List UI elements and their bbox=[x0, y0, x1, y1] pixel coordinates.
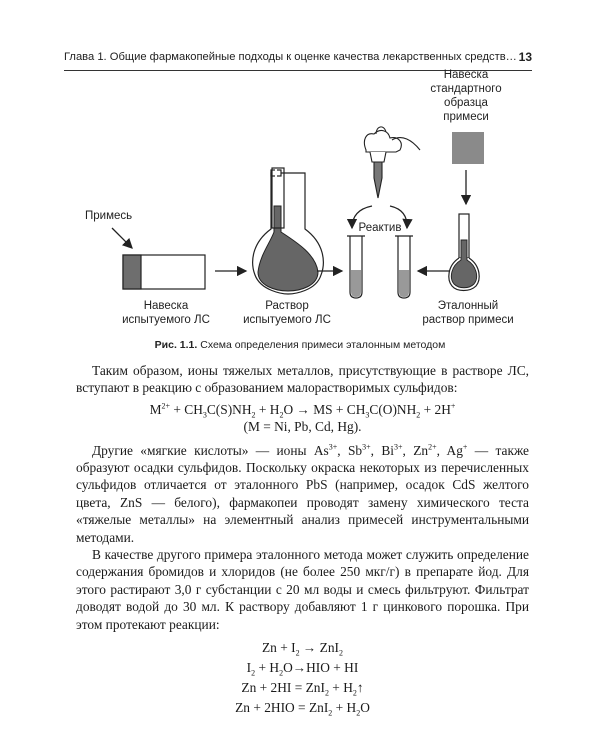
paragraph-3: В качестве другого примера эталонного метода может служить определение содержания бромидов и хлоридов (не более 250 мкг/г) в препарате йод. Для этого растирают 3,0 г субстанции с 20 мл воды и смесь фильтруют. Фильтрат доводят водой до 30 мл. К раствору добавляют 1 г цинкового порошка. При этом протекают реакции: bbox=[76, 547, 529, 632]
label-sample: Навеска испытуемого ЛС bbox=[122, 300, 210, 326]
sample-box bbox=[123, 255, 205, 289]
body-text bbox=[76, 362, 529, 718]
equation-zn-hi: $Zn + 2HI = ZnI_2 + H_2↑$ bbox=[241, 680, 364, 698]
equation-i2-h2o: $I_2 + H_2O\to HIO$ + HI bbox=[246, 660, 359, 678]
label-reagent: Реактив bbox=[358, 222, 402, 234]
impurity-arrow bbox=[112, 228, 132, 248]
label-standard-sample: Навеска стандартного образца примеси bbox=[430, 69, 502, 123]
test-solution-flask bbox=[253, 168, 324, 294]
equation-zn-i2: $Zn + I_2 \to ZnI_2$ bbox=[261, 640, 343, 658]
equation-sulfide: $M^{2+} + CH_3C(S)NH_2 + H_2O$ → MS + $CH_3C(O)NH_2 + 2H^+$ bbox=[149, 401, 456, 420]
equation-condition: (M = Ni, Pb, Cd, Hg). bbox=[243, 419, 362, 435]
chapter-title: Глава 1. Общие фармакопейные подходы к оценке качества лекарственных средств… bbox=[64, 51, 517, 63]
scheme-drawing bbox=[0, 0, 600, 340]
figure-scheme bbox=[0, 0, 600, 340]
paragraph-2: Другие «мягкие кислоты» — ионы $As^{3+}$, $Sb^{3+}$, $Bi^{3+}$, $Zn^{2+}$, Ag+ — также образуют осадки сульфидов. Поскольку окраска некоторых из перечисленных сульфидов отличается от эталонного PbS (например, осадок CdS желтого цвета, ZnS — белого), фармакопеи проводят замену химического теста «тяжелые металлы» на элементный анализ примесей инструментальными методами. bbox=[76, 442, 529, 545]
label-test-solution: Раствор испытуемого ЛС bbox=[243, 300, 331, 326]
hand-pipette-icon bbox=[364, 127, 420, 198]
standard-sample-square bbox=[452, 132, 484, 164]
equation-zn-hio: $Zn + 2HIO = ZnI_2 + H_2O$ bbox=[235, 700, 370, 718]
label-impurity: Примесь bbox=[85, 210, 133, 222]
page-number: 13 bbox=[518, 50, 532, 64]
reference-flask bbox=[449, 214, 479, 291]
figure-caption: Рис. 1.1. Схема определения примеси эталонным методом bbox=[154, 339, 446, 351]
paragraph-1: Таким образом, ионы тяжелых металлов, присутствующие в растворе ЛС, вступают в реакцию с образованием малорастворимых сульфидов: bbox=[76, 363, 529, 396]
test-tubes bbox=[347, 236, 413, 298]
label-reference-solution: Эталонный раствор примеси bbox=[422, 300, 514, 326]
